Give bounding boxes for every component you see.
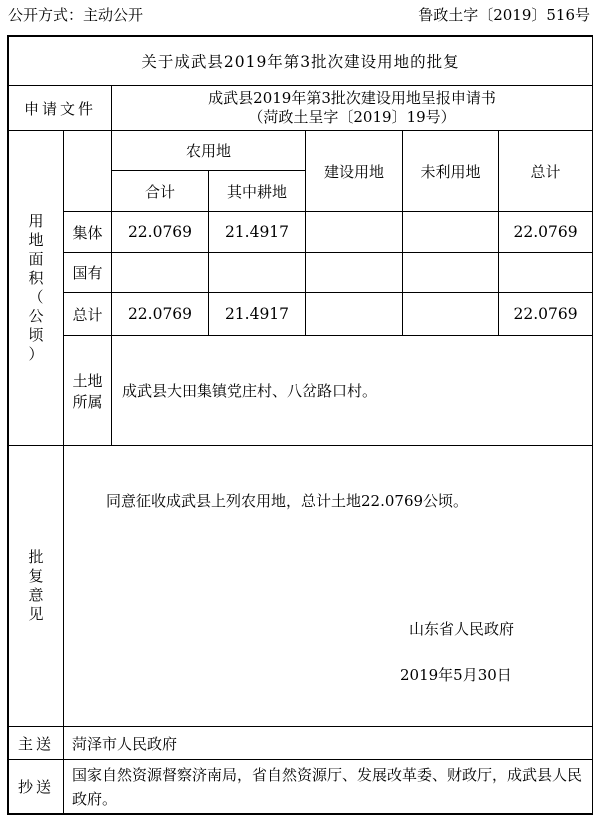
- approval-label: [9, 446, 64, 727]
- area-label-char: 用: [28, 212, 44, 230]
- collective-subtotal: 22.0769: [112, 212, 209, 253]
- collective-construction: [306, 212, 403, 253]
- table-row: [9, 253, 593, 293]
- ownership-text: 成武县大田集镇党庄村、八岔路口村。: [112, 336, 593, 446]
- total-total: 22.0769: [499, 293, 593, 336]
- area-label-char: ）: [28, 345, 44, 363]
- table-row: [9, 293, 593, 336]
- row-label-state: 国有: [64, 253, 112, 293]
- approval-label-char: 见: [28, 605, 44, 623]
- total-construction: [306, 293, 403, 336]
- collective-arable: 21.4917: [209, 212, 306, 253]
- row-label-collective: 集体: [64, 212, 112, 253]
- approval-table: [8, 36, 593, 814]
- document-number: 鲁政土字〔2019〕516号: [418, 6, 590, 24]
- construction-land-header: 建设用地: [306, 131, 403, 212]
- table-row: [9, 212, 593, 253]
- cc-value: 国家自然资源督察济南局，省自然资源厅、发展改革委、财政厅，成武县人民政府。: [64, 760, 593, 814]
- state-unused: [403, 253, 499, 293]
- state-subtotal: [112, 253, 209, 293]
- area-label-char: 地: [28, 231, 44, 249]
- approval-date: 2019年5月30日: [400, 666, 512, 684]
- farmland-header: 农用地: [112, 131, 306, 171]
- area-label-char: 面: [28, 250, 44, 268]
- collective-total: 22.0769: [499, 212, 593, 253]
- ownership-label-line-1: 土地: [72, 371, 103, 390]
- approval-label-char: 批: [28, 548, 44, 566]
- document-title: 关于成武县2019年第3批次建设用地的批复: [9, 37, 593, 86]
- disclosure-method: 公开方式：主动公开: [8, 6, 144, 24]
- collective-unused: [403, 212, 499, 253]
- approval-label-char: 复: [28, 567, 44, 585]
- area-label: [9, 131, 64, 446]
- state-construction: [306, 253, 403, 293]
- subtotal-header: 合计: [112, 171, 209, 212]
- application-label: 申请文件: [9, 86, 112, 131]
- unused-land-header: 未利用地: [403, 131, 499, 212]
- row-label-total: 总计: [64, 293, 112, 336]
- area-label-char: 公: [28, 307, 44, 325]
- area-label-char: （: [28, 288, 44, 306]
- approval-text: 同意征收成武县上列农用地，总计土地22.0769公顷。: [106, 492, 469, 510]
- approval-label-char: 意: [28, 586, 44, 604]
- state-total: [499, 253, 593, 293]
- total-subtotal: 22.0769: [112, 293, 209, 336]
- send-to-value: 菏泽市人民政府: [64, 727, 593, 760]
- total-arable: 21.4917: [209, 293, 306, 336]
- state-arable: [209, 253, 306, 293]
- approval-form: [7, 35, 593, 815]
- application-document: [112, 86, 593, 131]
- area-label-char: 积: [28, 269, 44, 287]
- arable-header: 其中耕地: [209, 171, 306, 212]
- cc-label: 抄送: [9, 760, 64, 814]
- signing-authority: 山东省人民政府: [409, 620, 515, 638]
- application-line-2: （菏政土呈字〔2019〕19号）: [248, 108, 456, 126]
- approval-opinion: [64, 446, 593, 727]
- row-header-blank: [64, 131, 112, 212]
- ownership-label-line-2: 所属: [72, 392, 103, 411]
- application-line-1: 成武县2019年第3批次建设用地呈报申请书: [208, 89, 496, 107]
- area-label-char: 顷: [28, 326, 44, 344]
- total-header: 总计: [499, 131, 593, 212]
- send-to-label: 主送: [9, 727, 64, 760]
- ownership-label: [64, 336, 112, 446]
- total-unused: [403, 293, 499, 336]
